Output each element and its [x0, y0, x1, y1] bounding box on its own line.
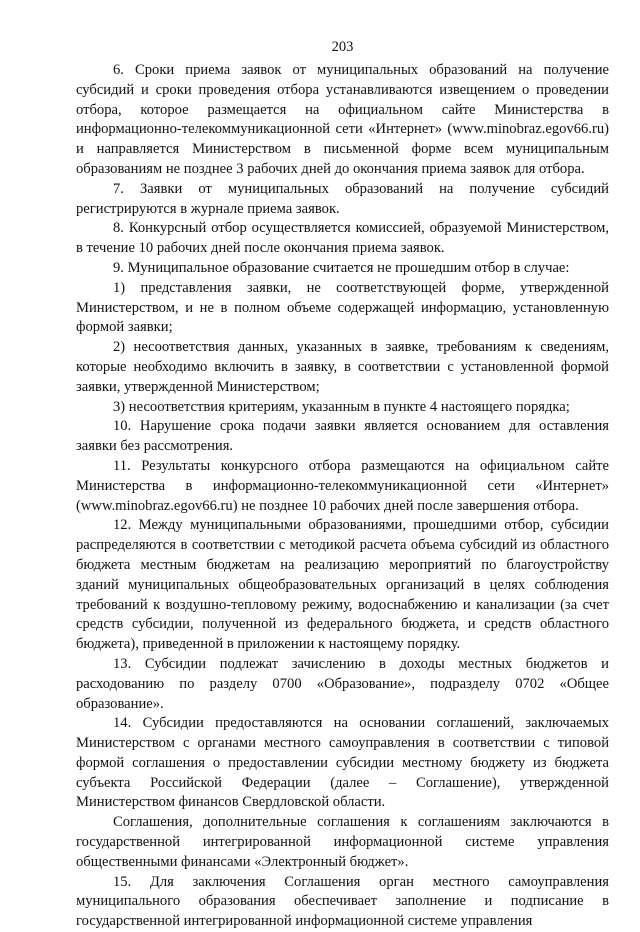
paragraph-7: 7. Заявки от муниципальных образований на получение субсидий регистрируются в журнале приема заявок. — [76, 180, 609, 217]
paragraph-9-item-3: 3) несоответствия критериям, указанным в пункте 4 настоящего порядка; — [113, 398, 570, 415]
paragraph-12: 12. Между муниципальными образованиями, прошедшими отбор, субсидии распределяются в соответствии с методикой расчета объема субсидий из областного бюджета местным бюджетам на реализацию мероприятий по благоустройству зданий муниципальных общеобразовательных организаций в целях соблюдения требований к воздушно-тепловому режиму, водоснабжению и канализации (за счет средств субсидии, полученной из федерального бюджета, и средств областного бюджета), приведенной в приложении к настоящему порядку. — [76, 517, 609, 653]
document-page — [76, 38, 609, 932]
paragraph-15: 15. Для заключения Соглашения орган местного самоуправления муниципального образования обеспечивает заполнение и подписание в государственной интегрированной информационной системе управления — [76, 873, 609, 930]
paragraph-11: 11. Результаты конкурсного отбора размещаются на официальном сайте Министерства в информационно-телекоммуникационной сети «Интернет» (www.minobraz.egov66.ru) не позднее 10 рабочих дней после завершения отбора. — [76, 457, 609, 514]
page-number: 203 — [331, 39, 354, 55]
paragraph-14-agreements: Соглашения, дополнительные соглашения к соглашениям заключаются в государственной интегрированной информационной системе управления общественными финансами «Электронный бюджет». — [76, 814, 609, 870]
paragraph-8: 8. Конкурсный отбор осуществляется комиссией, образуемой Министерством, в течение 10 рабочих дней после окончания приема заявок. — [76, 220, 609, 257]
paragraph-9-item-2: 2) несоответствия данных, указанных в заявке, требованиям к сведениям, которые необходимо включить в заявку, в соответствии с установленной формой заявки, утвержденной Министерством; — [76, 339, 609, 395]
paragraph-13: 13. Субсидии подлежат зачислению в доходы местных бюджетов и расходованию по разделу 0700 «Образование», подразделу 0702 «Общее образование». — [76, 655, 609, 712]
paragraph-10: 10. Нарушение срока подачи заявки является основанием для оставления заявки без рассмотрения. — [76, 418, 609, 455]
paragraph-6: 6. Сроки приема заявок от муниципальных образований на получение субсидий и сроки проведения отбора устанавливаются извещением о проведении отбора, которое размещается на официальном сайте Министерства в информационно-телекоммуникационной сети «Интернет» (www.minobraz.egov66.ru) и направляется Министерством в письменной форме всем муниципальным образованиям не позднее 3 рабочих дней до окончания приема заявок для отбора. — [76, 62, 609, 177]
paragraph-14: 14. Субсидии предоставляются на основании соглашений, заключаемых Министерством с органами местного самоуправления в соответствии с типовой формой соглашения о предоставлении субсидии местному бюджету из бюджета субъекта Российской Федерации (далее – Соглашение), утвержденной Министерством финансов Свердловской области. — [76, 715, 609, 811]
paragraph-9: 9. Муниципальное образование считается не прошедшим отбор в случае: — [113, 259, 570, 276]
paragraph-9-item-1: 1) представления заявки, не соответствующей форме, утвержденной Министерством, и не в полном объеме содержащей информацию, установленную формой заявки; — [76, 279, 609, 336]
